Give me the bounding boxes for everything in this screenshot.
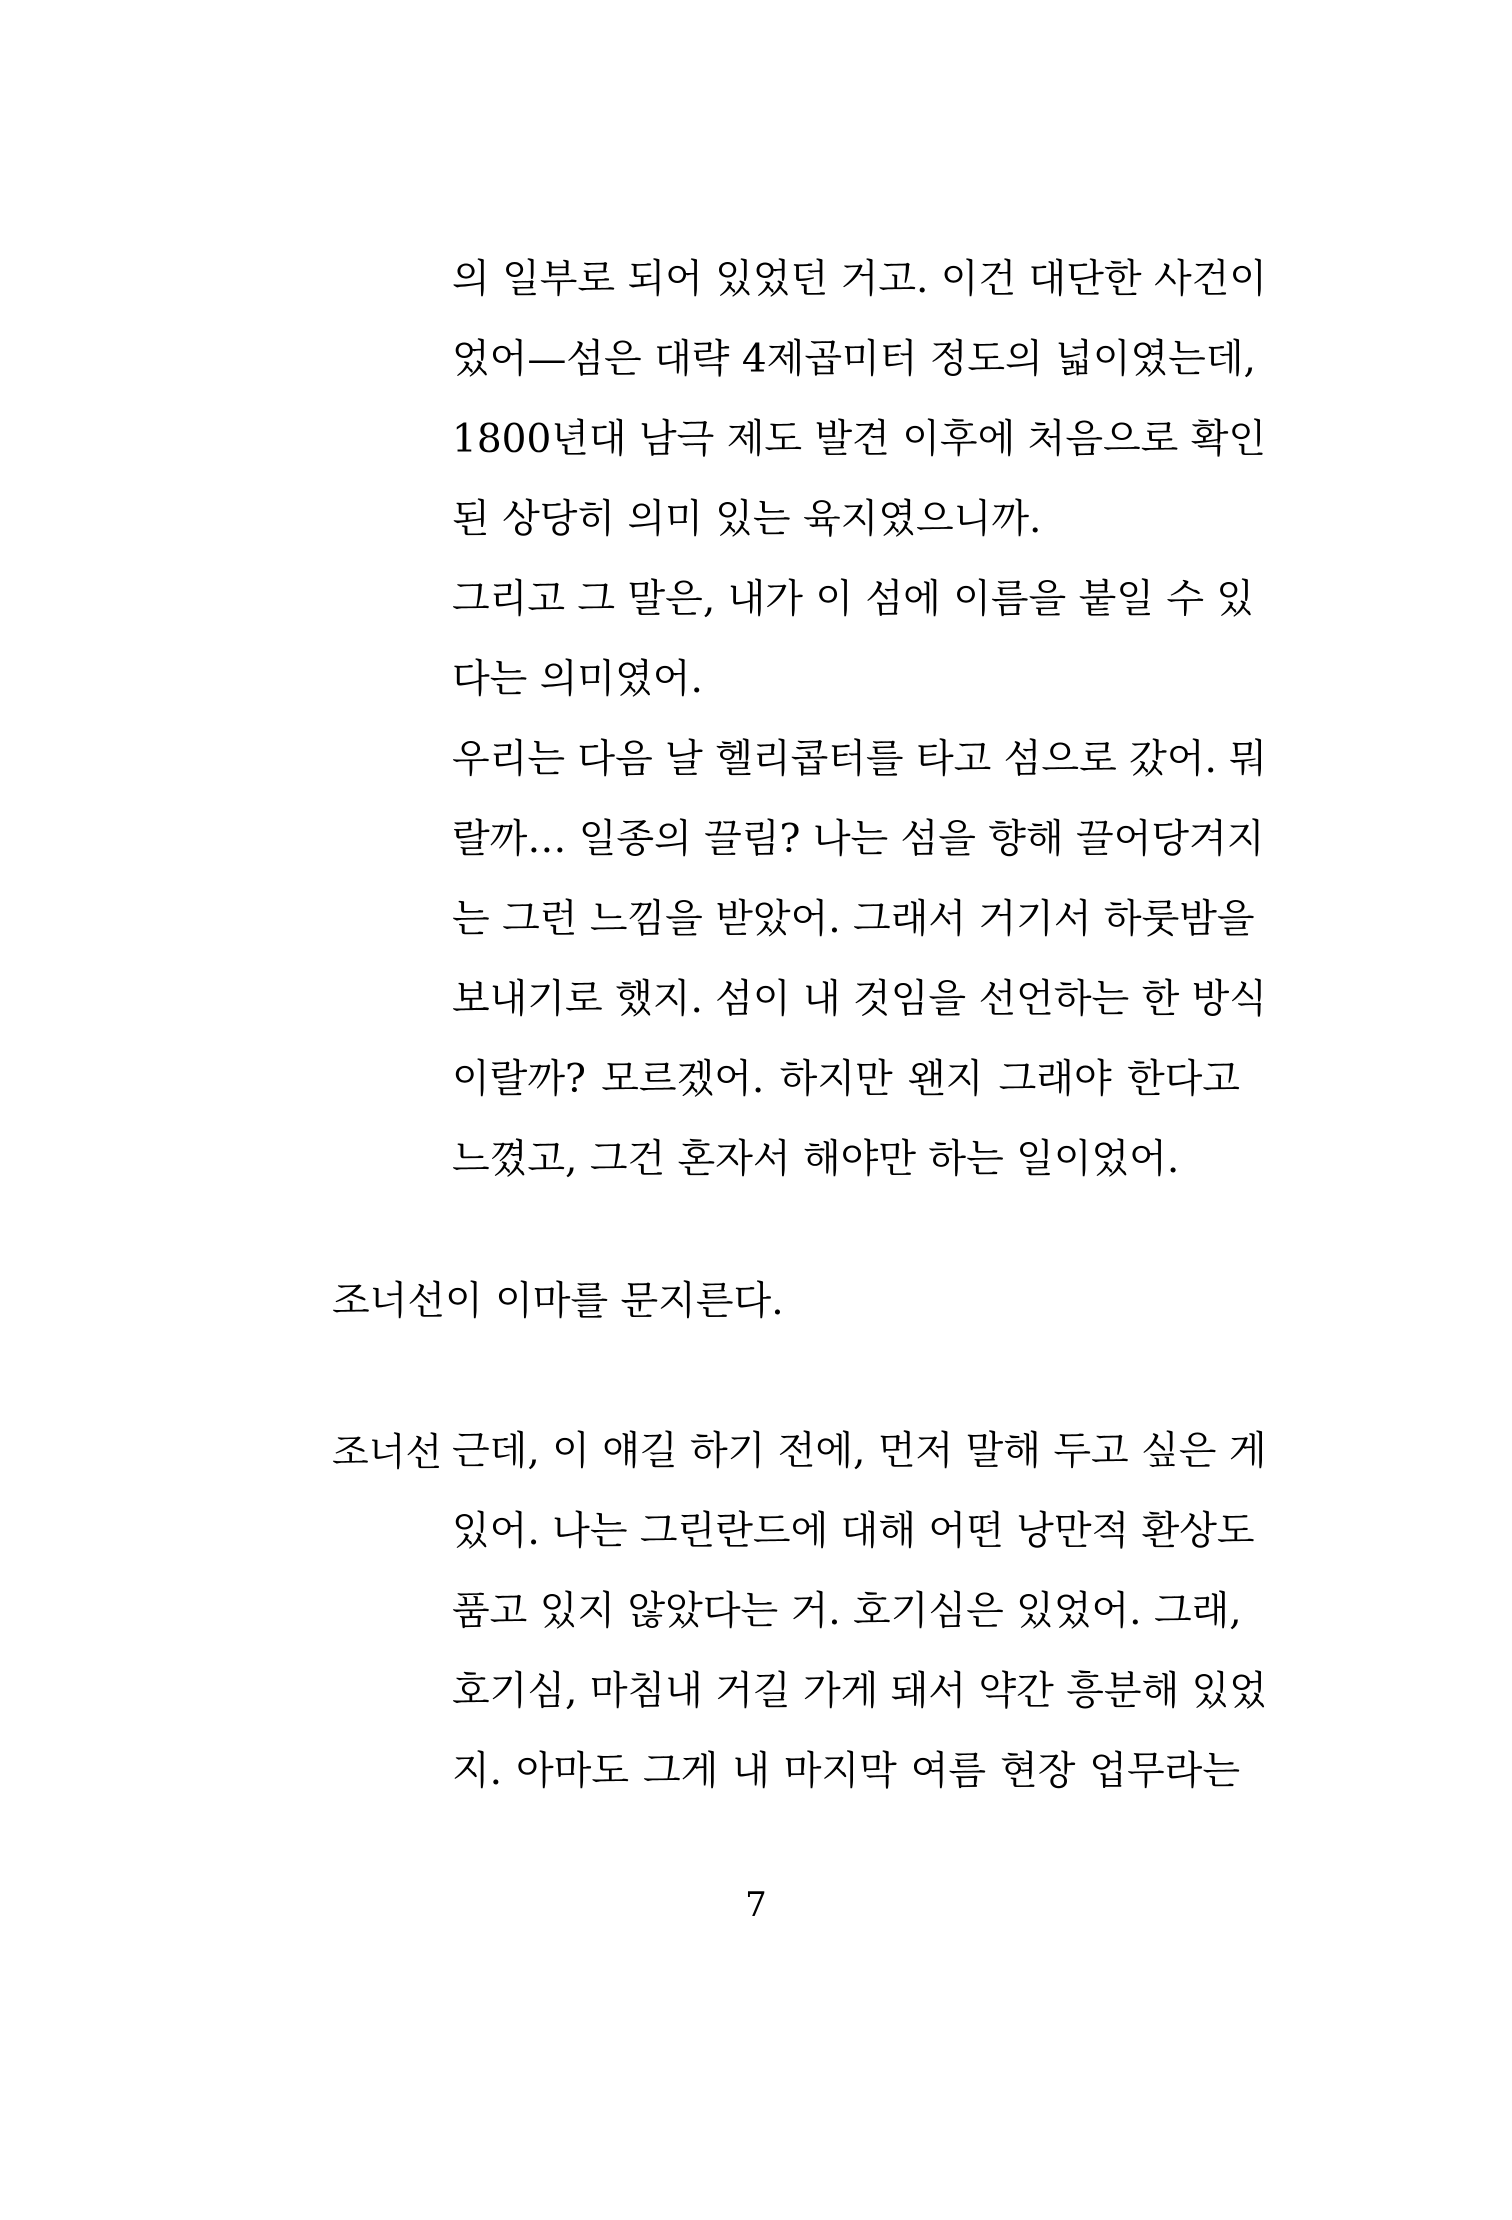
dialogue-line: 있어. 나는 그린란드에 대해 어떤 낭만적 환상도 bbox=[452, 1509, 1255, 1554]
dialogue-line: 품고 있지 않았다는 거. 호기심은 있었어. 그래, bbox=[452, 1589, 1242, 1634]
monologue-line: 느꼈고, 그건 혼자서 해야만 하는 일이었어. bbox=[452, 1137, 1180, 1182]
monologue-line: 었어—섬은 대략 4제곱미터 정도의 넓이였는데, bbox=[452, 337, 1256, 382]
dialogue-line: 지. 아마도 그게 내 마지막 여름 현장 업무라는 bbox=[452, 1749, 1240, 1794]
monologue-line: 보내기로 했지. 섬이 내 것임을 선언하는 한 방식 bbox=[452, 977, 1267, 1022]
monologue-line: 는 그런 느낌을 받았어. 그래서 거기서 하룻밤을 bbox=[452, 897, 1255, 942]
speaker-name: 조너선 bbox=[332, 1430, 443, 1474]
monologue-line: 그리고 그 말은, 내가 이 섬에 이름을 붙일 수 있 bbox=[452, 577, 1255, 622]
dialogue-line: 근데, 이 얘길 하기 전에, 먼저 말해 두고 싶은 게 bbox=[452, 1429, 1267, 1474]
monologue-line: 된 상당히 의미 있는 육지였으니까. bbox=[452, 497, 1042, 542]
page-number: 7 bbox=[745, 1885, 767, 1925]
monologue-line: 1800년대 남극 제도 발견 이후에 처음으로 확인 bbox=[452, 417, 1267, 462]
monologue-line: 다는 의미였어. bbox=[452, 657, 703, 702]
monologue-line: 랄까… 일종의 끌림? 나는 섬을 향해 끌어당겨지 bbox=[452, 817, 1265, 862]
monologue-line: 의 일부로 되어 있었던 거고. 이건 대단한 사건이 bbox=[452, 257, 1267, 302]
dialogue-line: 호기심, 마침내 거길 가게 돼서 약간 흥분해 있었 bbox=[452, 1669, 1267, 1714]
monologue-line: 우리는 다음 날 헬리콥터를 타고 섬으로 갔어. 뭐 bbox=[452, 737, 1267, 782]
monologue-line: 이랄까? 모르겠어. 하지만 왠지 그래야 한다고 bbox=[452, 1057, 1240, 1102]
stage-direction: 조너선이 이마를 문지른다. bbox=[332, 1279, 784, 1324]
